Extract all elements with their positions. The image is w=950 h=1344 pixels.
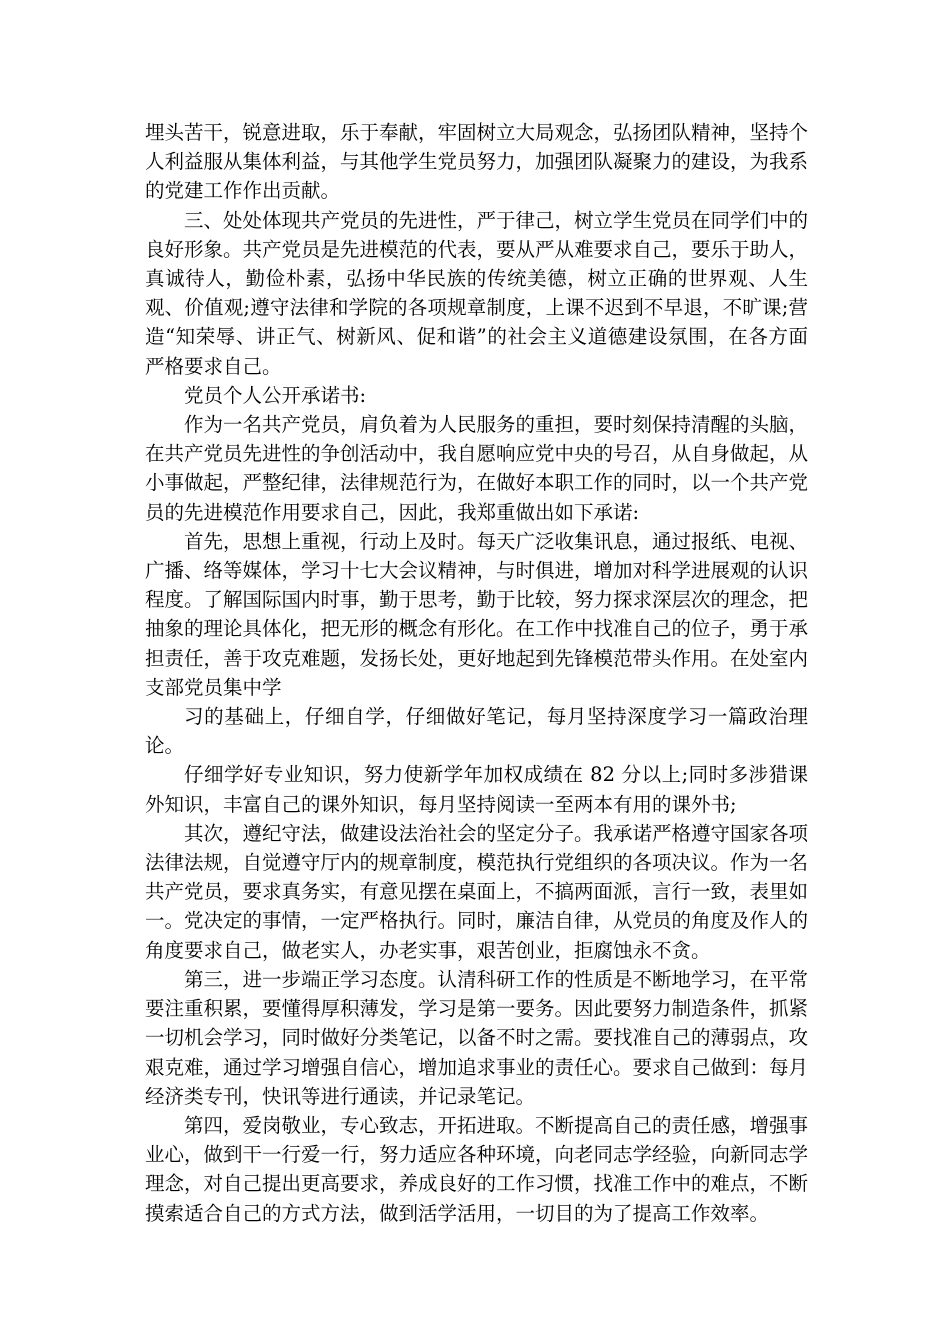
paragraph-8: 其次，遵纪守法，做建设法治社会的坚定分子。我承诺严格遵守国家各项法律法规，自觉遵守厅内的规章制度，模范执行党组织的各项决议。作为一名共产党员，要求真务实，有意见摆在桌面上，不搞两面派，言行一致，表里如一。党决定的事情，一定严格执行。同时，廉洁自律，从党员的角度及作人的角度要求自己，做老实人，办老实事，艰苦创业，拒腐蚀永不贪。 — [145, 821, 809, 962]
paragraph-7: 仔细学好专业知识，努力使新学年加权成绩在 82 分以上;同时多涉猎课外知识，丰富自己的课外知识，每月坚持阅读一至两本有用的课外书; — [145, 763, 808, 816]
paragraph-1: 埋头苦干，锐意进取，乐于奉献，牢固树立大局观念，弘扬团队精神，坚持个人利益服从集体利益，与其他学生党员努力，加强团队凝聚力的建设，为我系的党建工作作出贡献。 — [145, 121, 809, 203]
paragraph-6: 习的基础上，仔细自学，仔细做好笔记，每月坚持深度学习一篇政治理论。 — [145, 705, 808, 758]
paragraph-9: 第三，进一步端正学习态度。认清科研工作的性质是不断地学习，在平常要注重积累，要懂得厚积薄发，学习是第一要务。因此要努力制造条件，抓紧一切机会学习，同时做好分类笔记，以备不时之需。要找准自己的薄弱点，攻艰克难，通过学习增强自信心，增加追求事业的责任心。要求自己做到：每月经济类专刊，快讯等进行通读，并记录笔记。 — [145, 967, 809, 1108]
paragraph-3: 党员个人公开承诺书: — [184, 383, 367, 407]
paragraph-10: 第四，爱岗敬业，专心致志，开拓进取。不断提高自己的责任感，增强事业心，做到干一行爱一行，努力适应各种环境，向老同志学经验，向新同志学理念，对自己提出更高要求，养成良好的工作习惯，找准工作中的难点，不断摸索适合自己的方式方法，做到活学活用，一切目的为了提高工作效率。 — [145, 1113, 809, 1225]
paragraph-4: 作为一名共产党员，肩负着为人民服务的重担，要时刻保持清醒的头脑，在共产党员先进性的争创活动中，我自愿响应党中央的号召，从自身做起，从小事做起，严整纪律，法律规范行为，在做好本职工作的同时，以一个共产党员的先进模范作用要求自己，因此，我郑重做出如下承诺: — [145, 413, 809, 524]
document-body — [145, 118, 808, 1228]
paragraph-5: 首先，思想上重视，行动上及时。每天广泛收集讯息，通过报纸、电视、广播、络等媒体，学习十七大会议精神，与时俱进，增加对科学进展观的认识程度。了解国际国内时事，勤于思考，勤于比较，努力探求深层次的理念，把抽象的理论具体化，把无形的概念有形化。在工作中找准自己的位子，勇于承担责任，善于攻克难题，发扬长处，更好地起到先锋模范带头作用。在处室内支部党员集中学 — [145, 529, 809, 699]
paragraph-2: 三、处处体现共产党员的先进性，严于律己，树立学生党员在同学们中的良好形象。共产党员是先进模范的代表，要从严从难要求自己，要乐于助人，真诚待人，勤俭朴素，弘扬中华民族的传统美德，树立正确的世界观、人生观、价值观;遵守法律和学院的各项规章制度，上课不迟到不早退，不旷课;营造“知荣辱、讲正气、树新风、促和谐”的社会主义道德建设氛围，在各方面严格要求自己。 — [145, 208, 809, 378]
